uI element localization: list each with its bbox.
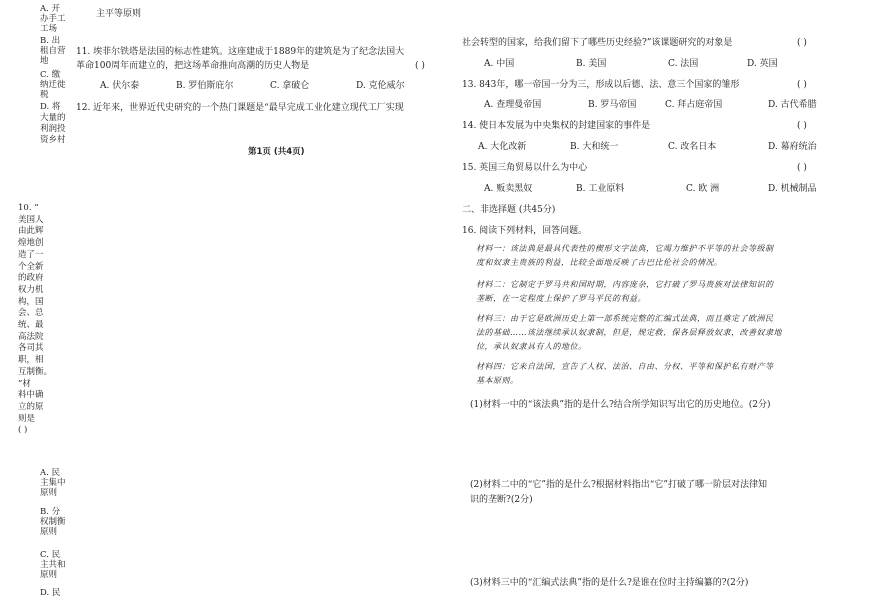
q16-subquestion-2-line1: (2)材料二中的“它”指的是什么?根据材料指出“它”打破了哪一阶层对法律知 [470,480,767,490]
q16-subquestion-3: (3)材料三中的“汇编式法典”指的是什么?是谁在位时主持编纂的?(2分) [470,578,749,588]
q11-option-b: B. 罗伯斯庇尔 [176,81,234,91]
q14-option-b: B. 大和统一 [570,142,619,152]
q16-material-3: 材料三：由于它是欧洲历史上第一部系统完整的汇编式法典，而且奠定了欧洲民 法的基础……该法继续承认奴隶制，但是，规定救、保各层释放奴隶，改善奴隶地 位，承认奴隶具有人的地位。 [476,314,782,351]
q12-stem-line2: 社会转型的国家，给我们留下了哪些历史经验?”该课题研究的对象是 [462,38,733,48]
q11-option-d: D. 克伦威尔 [356,81,405,91]
q12-option-c: C. 法国 [668,59,699,69]
q10-option-b: B. 分 权制衡 原则 [40,507,66,537]
q16-stem: 16. 阅读下列材料，回答问题。 [462,226,588,236]
q15-stem: 15. 英国三角贸易以什么为中心 [462,163,588,173]
q13-answer-paren: ( ) [797,80,807,90]
q12-answer-paren: ( ) [797,38,807,48]
q15-option-d: D. 机械制品 [768,184,817,194]
q9-option-a: A. 开 办手工 工场 [40,4,66,34]
q9-option-c: C. 缴 纳迁徙 税 [40,70,66,100]
q16-subquestion-2-line2: 识的垄断?(2分) [470,495,533,505]
q9-option-d: D. 将 大量的 利润投 资乡村 [40,102,66,145]
q10-option-c: C. 民 主共和 原则 [40,550,66,580]
q16-material-2: 材料二：它制定于罗马共和国时期，内容庞杂，它打破了罗马贵族对法律知识的 垄断，在一定程度上保护了罗马平民的利益。 [476,280,774,303]
q14-option-a: A. 大化改新 [478,142,527,152]
q16-subquestion-1: (1)材料一中的“该法典”指的是什么?结合所学知识写出它的历史地位。(2分) [470,400,771,410]
q10-option-d: D. 民 [40,588,61,598]
q13-option-b: B. 罗马帝国 [588,100,637,110]
q12-option-b: B. 美国 [576,59,607,69]
q11-stem-line2: 革命100周年而建立的，把这场革命推向高潮的历史人物是 [76,61,310,71]
q13-option-d: D. 古代希腊 [768,100,817,110]
q16-material-1: 材料一：该法典是最具代表性的楔形文字法典，它竭力维护不平等的社会等级制 度和奴隶主贵族的利益，比较全面地反映了古巴比伦社会的情况。 [476,244,774,267]
q11-answer-paren: ( ) [415,61,425,71]
q10-stem: 10. “ 美国人 由此辉 煌地创 造了一 个全新 的政府 权力机 构，国 会、总 统、最 高法院 各司其 职，相 互制衡。 ”材 料中确 立的原 则是 ( ) [18,203,53,436]
q15-option-b: B. 工业原料 [576,184,625,194]
q11-stem-line1: 11. 埃菲尔铁塔是法国的标志性建筑。这座建成于1889年的建筑是为了纪念法国大 [76,47,405,57]
q9-option-b: B. 出 租自营 地 [40,36,66,66]
q12-option-d: D. 英国 [747,59,778,69]
page-number: 第1页 (共4页) [248,147,305,157]
q16-material-4: 材料四：它来自法国，宣告了人权、法治、自由、分权、平等和保护私有财产等 基本原则。 [476,362,774,385]
q11-option-a: A. 伏尔泰 [100,81,140,91]
q15-option-a: A. 贩卖黑奴 [484,184,533,194]
q13-option-c: C. 拜占庭帝国 [665,100,723,110]
q12-stem-line1: 12. 近年来，世界近代史研究的一个热门课题是“最早完成工业化建立现代工厂实现 [76,103,404,113]
q14-option-d: D. 幕府统治 [768,142,817,152]
q12-option-a: A. 中国 [484,59,515,69]
q15-option-c: C. 欧 洲 [686,184,720,194]
q15-answer-paren: ( ) [797,163,807,173]
q10-option-a: A. 民 主集中 原则 [40,468,66,498]
q14-option-c: C. 改名日本 [668,142,717,152]
q13-option-a: A. 查理曼帝国 [484,100,542,110]
q14-answer-paren: ( ) [797,121,807,131]
q11-option-c: C. 拿破仑 [270,81,310,91]
q9-tail-text: 主平等原则 [96,9,142,19]
q13-stem: 13. 843年，哪一帝国一分为三，形成以后德、法、意三个国家的雏形 [462,80,740,90]
section-heading: 二、非选择题 (共45分) [462,205,556,215]
q14-stem: 14. 使日本发展为中央集权的封建国家的事件是 [462,121,651,131]
